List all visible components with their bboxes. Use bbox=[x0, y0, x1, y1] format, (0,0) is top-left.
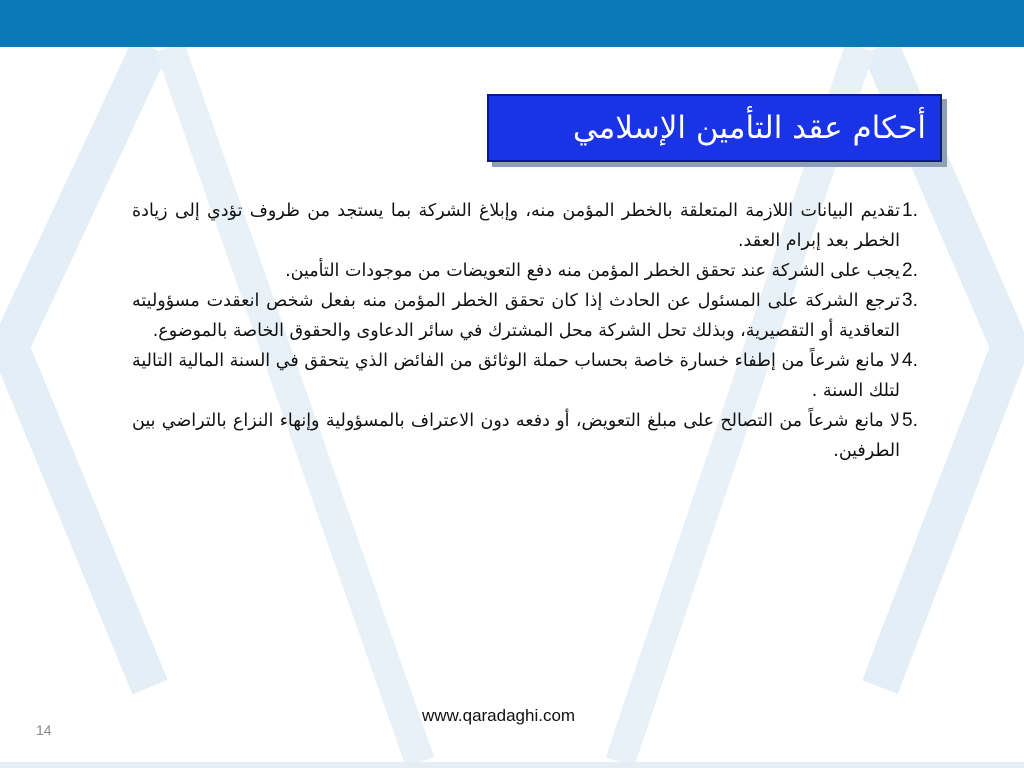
rulings-list bbox=[132, 196, 940, 466]
slide-title-box bbox=[487, 94, 942, 162]
list-item bbox=[132, 286, 940, 346]
list-item-text: ترجع الشركة على المسئول عن الحادث إذا كان تحقق الخطر المؤمن منه بفعل شخص انعقدت مسؤوليته التعاقدية أو التقصيرية، وبذلك تحل الشركة محل المشترك في سائر الدعاوى والحقوق الخاصة بالموضوع. bbox=[132, 291, 900, 341]
list-item bbox=[132, 406, 940, 466]
bottom-divider bbox=[0, 762, 1024, 768]
list-item-text: لا مانع شرعاً من إطفاء خسارة خاصة بحساب حملة الوثائق من الفائض الذي يتحقق في السنة المالية التالية لتلك السنة . bbox=[132, 351, 900, 401]
watermark-chevron-left bbox=[10, 47, 150, 687]
list-item bbox=[132, 196, 940, 256]
footer-website-link[interactable]: www.qaradaghi.com bbox=[422, 706, 576, 725]
list-item-number: 3. bbox=[902, 290, 918, 311]
slide-title: أحكام عقد التأمين الإسلامي bbox=[572, 110, 926, 146]
page-number: 14 bbox=[36, 722, 52, 738]
top-banner bbox=[0, 0, 1024, 47]
list-item-number: 5. bbox=[902, 410, 918, 431]
list-item bbox=[132, 256, 940, 286]
list-item-number: 1. bbox=[902, 200, 918, 221]
list-item-number: 2. bbox=[902, 260, 918, 281]
list-item-text: يجب على الشركة عند تحقق الخطر المؤمن منه دفع التعويضات من موجودات التأمين. bbox=[285, 261, 900, 281]
list-item-text: لا مانع شرعاً من التصالح على مبلغ التعويض، أو دفعه دون الاعتراف بالمسؤولية وإنهاء النزاع بالتراضي بين الطرفين. bbox=[132, 411, 900, 461]
list-item-number: 4. bbox=[902, 350, 918, 371]
list-item-text: تقديم البيانات اللازمة المتعلقة بالخطر المؤمن منه، وإبلاغ الشركة بما يستجد من ظروف تؤدي إلى زيادة الخطر بعد إبرام العقد. bbox=[132, 201, 900, 251]
list-item bbox=[132, 346, 940, 406]
